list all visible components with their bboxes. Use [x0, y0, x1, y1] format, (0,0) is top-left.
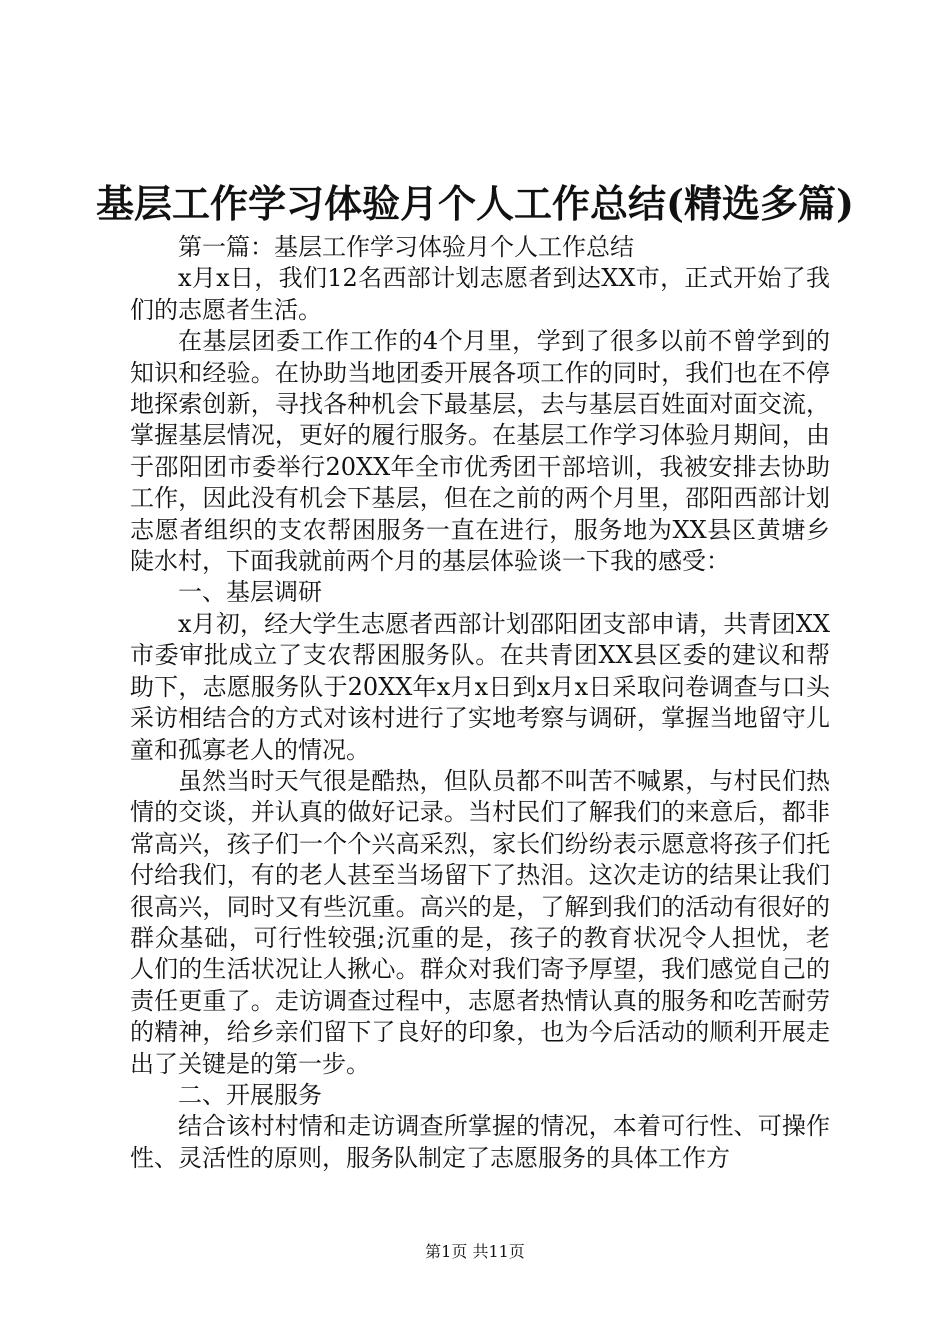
- paragraph: 在基层团委工作工作的4个月里，学到了很多以前不曾学到的知识和经验。在协助当地团委开展各项工作的同时，我们也在不停地探索创新，寻找各种机会下最基层，去与基层百姓面对面交流，掌握基层情况，更好的履行服务。在基层工作学习体验月期间，由于邵阳团市委举行20XX年全市优秀团干部培训，我被安排去协助工作，因此没有机会下基层，但在之前的两个月里，邵阳西部计划志愿者组织的支农帮困服务一直在进行，服务地为XX县区黄塘乡陡水村，下面我就前两个月的基层体验谈一下我的感受：: [130, 327, 830, 576]
- document-title: 基层工作学习体验月个人工作总结(精选多篇): [96, 181, 854, 226]
- page-footer: 第1页 共11页: [425, 1242, 525, 1261]
- section-heading: 第一篇：基层工作学习体验月个人工作总结: [178, 233, 634, 261]
- document-body: [130, 232, 830, 1174]
- paragraph: 结合该村村情和走访调查所掌握的情况，本着可行性、可操作性、灵活性的原则，服务队制定了志愿服务的具体工作方: [130, 1112, 830, 1172]
- paragraph: x月初，经大学生志愿者西部计划邵阳团支部申请，共青团XX市委审批成立了支农帮困服务队。在共青团XX县区委的建议和帮助下，志愿服务队于20XX年x月x日到x月x日采取问卷调查与口头采访相结合的方式对该村进行了实地考察与调研，掌握当地留守儿童和孤寡老人的情况。: [130, 609, 830, 764]
- section-heading: 一、基层调研: [178, 578, 322, 607]
- paragraph: 虽然当时天气很是酷热，但队员都不叫苦不喊累，与村民们热情的交谈，并认真的做好记录。当村民们了解我们的来意后，都非常高兴，孩子们一个个兴高采烈，家长们纷纷表示愿意将孩子们托付给我们，有的老人甚至当场留下了热泪。这次走访的结果让我们很高兴，同时又有些沉重。高兴的是，了解到我们的活动有很好的群众基础，可行性较强;沉重的是，孩子的教育状况令人担忧，老人们的生活状况让人揪心。群众对我们寄予厚望，我们感觉自己的责任更重了。走访调查过程中，志愿者热情认真的服务和吃苦耐劳的精神，给乡亲们留下了良好的印象，也为今后活动的顺利开展走出了关键是的第一步。: [130, 766, 830, 1078]
- section-heading: 二、开展服务: [178, 1080, 322, 1109]
- paragraph: x月x日，我们12名西部计划志愿者到达XX市，正式开始了我们的志愿者生活。: [130, 264, 830, 324]
